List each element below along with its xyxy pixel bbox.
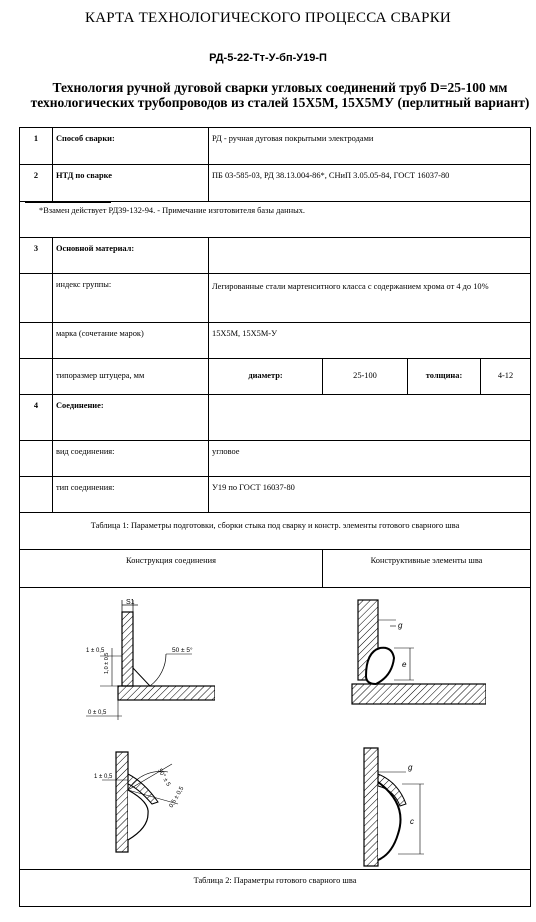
row-footnote: [20, 202, 531, 238]
grade-label: марка (сочетание марок): [53, 323, 209, 359]
row-welding-method: [20, 128, 531, 165]
s1-label: S1: [126, 599, 135, 606]
fitting-size-label: типоразмер штуцера, мм: [53, 359, 209, 395]
page-title: КАРТА ТЕХНОЛОГИЧЕСКОГО ПРОЦЕССА СВАРКИ: [85, 10, 451, 26]
table1-caption-row: [20, 513, 531, 550]
table1-caption: Таблица 1: Параметры подготовки, сборки стыка под сварку и констр. элементы готового сварного шва: [20, 513, 531, 550]
diameter-value: 25-100: [323, 359, 408, 395]
joint-type-label: тип соединения:: [53, 477, 209, 513]
weld-elements-drawing-top: [346, 596, 486, 712]
group-index-value: Легированные стали мартенситного класса с содержанием хрома от 4 до 10%: [209, 274, 531, 323]
e-label: e: [402, 660, 407, 669]
ntd-value: ПБ 03-585-03, РД 38.13.004-86*, СНиП 3.05.05-84, ГОСТ 16037-80: [209, 165, 531, 202]
angle-label: 50 ± 5°: [172, 647, 193, 654]
welding-method-label: Способ сварки:: [53, 128, 209, 165]
g-label: g: [398, 621, 403, 630]
figure-header-row: [20, 550, 531, 588]
subtitle-line-2: технологических трубопроводов из сталей 15Х5М, 15Х5МУ (перлитный вариант): [30, 95, 530, 110]
subtitle-line-1: Технология ручной дуговой сварки угловых соединений труб D=25-100 мм: [52, 80, 508, 95]
fitting-bevel: [128, 790, 148, 840]
angle-label: 50° ± 5: [156, 768, 171, 788]
thickness-label: толщина:: [408, 359, 481, 395]
row-number: 2: [20, 165, 53, 202]
joint-design-header: Конструкция соединения: [20, 550, 323, 588]
pipe-wall: [364, 748, 378, 866]
weld-elements-drawing-bottom: [354, 744, 454, 870]
joint-value: [209, 395, 531, 441]
base-material-label: Основной материал:: [53, 238, 209, 274]
grade-value: 15Х5М, 15Х5М-У: [209, 323, 531, 359]
row-number: 1: [20, 128, 53, 165]
group-index-label: индекс группы:: [53, 274, 209, 323]
joint-design-drawing-top: [80, 598, 215, 726]
joint-type-value: У19 по ГОСТ 16037-80: [209, 477, 531, 513]
dim-2-label: 0,5 ± 0,5: [168, 785, 186, 809]
g-label: g: [408, 763, 413, 772]
row-joint-type: [20, 477, 531, 513]
footnote-cell: [20, 202, 531, 238]
row-group-index: [20, 274, 531, 323]
row-ntd: [20, 165, 531, 202]
footnote-text: *Взамен действует РД39-132-94. - Примечание изготовителя базы данных.: [39, 206, 306, 215]
row-joint-kind: [20, 441, 531, 477]
page-subtitle: [0, 80, 536, 110]
dim-2-label: 1,0 ± 0,5: [104, 652, 110, 674]
base-material-value: [209, 238, 531, 274]
row-number: 3: [20, 238, 53, 274]
footnote-rule: [25, 202, 111, 203]
row-grade: [20, 323, 531, 359]
table2-caption: Таблица 2: Параметры готового сварного шва: [20, 870, 531, 907]
diameter-label: диаметр:: [209, 359, 323, 395]
joint-design-drawing-bottom: [88, 744, 208, 864]
joint-kind-label: вид соединения:: [53, 441, 209, 477]
welding-method-value: РД - ручная дуговая покрытыми электродами: [209, 128, 531, 165]
pipe-wall: [116, 752, 128, 852]
ntd-label: НТД по сварке: [53, 165, 209, 202]
weld-elements-header: Конструктивные элементы шва: [323, 550, 531, 588]
dim-label: 1 ± 0,5: [94, 774, 113, 780]
dim-1-label: 1 ± 0,5: [86, 648, 105, 654]
thickness-value: 4-12: [481, 359, 531, 395]
horizontal-plate: [118, 686, 215, 700]
gap-label: 0 ± 0,5: [88, 710, 107, 716]
row-number: 4: [20, 395, 53, 441]
joint-label: Соединение:: [53, 395, 209, 441]
row-fitting-size: [20, 359, 531, 395]
table2-caption-row: [20, 870, 531, 907]
vertical-plate: [122, 612, 133, 686]
row-base-material: [20, 238, 531, 274]
c-label: c: [410, 817, 414, 826]
document-code: РД-5-22-Тт-У-бп-У19-П: [209, 52, 327, 64]
joint-kind-value: угловое: [209, 441, 531, 477]
row-joint: [20, 395, 531, 441]
horizontal-plate: [352, 684, 486, 704]
